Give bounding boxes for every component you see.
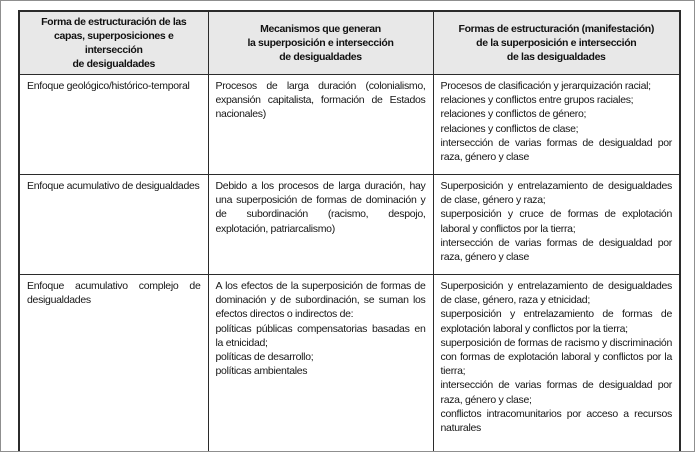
cell-approach bbox=[19, 175, 208, 275]
table-row bbox=[19, 275, 680, 452]
cell-line: relaciones y conflictos de género; bbox=[440, 108, 587, 121]
cell-line: relaciones y conflictos entre grupos raciales; bbox=[440, 94, 634, 107]
cell-line: Enfoque acumulativo de desigualdades bbox=[27, 180, 200, 192]
cell-line: Superposición y entrelazamiento de desigualdades de clase, género y raza; bbox=[440, 180, 672, 207]
cell-mechanisms bbox=[208, 75, 433, 175]
cell-line: A los efectos de la superposición de formas de dominación y de subordinación, se suman los efectos directos o indirectos de: bbox=[215, 280, 426, 321]
cell-line: Enfoque geológico/histórico-temporal bbox=[27, 80, 190, 92]
cell-line: superposición y entrelazamiento de formas de explotación laboral y conflictos por la tierra; bbox=[440, 308, 672, 335]
header-forma-estructuracion: Forma de estructuración de las capas, superposiciones e intersección de desigualdades bbox=[19, 11, 208, 75]
inequality-structuring-table bbox=[18, 10, 681, 452]
cell-mechanisms bbox=[208, 275, 433, 452]
table-row bbox=[19, 175, 680, 275]
cell-line: intersección de varias formas de desigualdad por raza, género y clase; bbox=[440, 379, 672, 406]
cell-line: intersección de varias formas de desigualdad por raza, género y clase bbox=[440, 236, 672, 264]
header-row bbox=[19, 11, 680, 75]
table-body bbox=[19, 75, 680, 452]
cell-line: superposición de formas de racismo y discriminación con formas de explotación laboral y conflictos por la tierra; bbox=[440, 336, 672, 378]
cell-approach bbox=[19, 275, 208, 452]
header-mecanismos: Mecanismos que generan la superposición e intersección de desigualdades bbox=[208, 11, 433, 75]
cell-line: Debido a los procesos de larga duración, hay una superposición de formas de dominación y de subordinación (racismo, despojo, explotación, patriarcalismo) bbox=[215, 180, 426, 235]
cell-line: políticas de desarrollo; bbox=[215, 351, 314, 364]
cell-line: superposición y cruce de formas de explotación laboral y conflictos por la tierra; bbox=[440, 208, 672, 235]
cell-approach bbox=[19, 75, 208, 175]
cell-manifestations bbox=[433, 275, 680, 452]
cell-line: políticas ambientales bbox=[215, 365, 308, 378]
cell-mechanisms bbox=[208, 175, 433, 275]
cell-manifestations bbox=[433, 75, 680, 175]
header-formas-manifestacion: Formas de estructuración (manifestación) de la superposición e intersección de las desigualdades bbox=[433, 11, 680, 75]
cell-line: Superposición y entrelazamiento de desigualdades de clase, género, raza y etnicidad; bbox=[440, 280, 672, 307]
cell-line: conflictos intracomunitarios por acceso a recursos naturales bbox=[440, 407, 672, 435]
table-row bbox=[19, 75, 680, 175]
cell-line: relaciones y conflictos de clase; bbox=[440, 122, 579, 135]
cell-line: Procesos de larga duración (colonialismo, expansión capitalista, formación de Estados nacionales) bbox=[215, 80, 426, 121]
cell-manifestations bbox=[433, 175, 680, 275]
cell-line: intersección de varias formas de desigualdad por raza, género y clase bbox=[440, 136, 672, 164]
cell-line: Procesos de clasificación y jerarquización racial; bbox=[440, 80, 651, 92]
cell-line: Enfoque acumulativo complejo de desigualdades bbox=[27, 280, 201, 307]
cell-line: políticas públicas compensatorias basadas en la etnicidad; bbox=[215, 322, 426, 349]
